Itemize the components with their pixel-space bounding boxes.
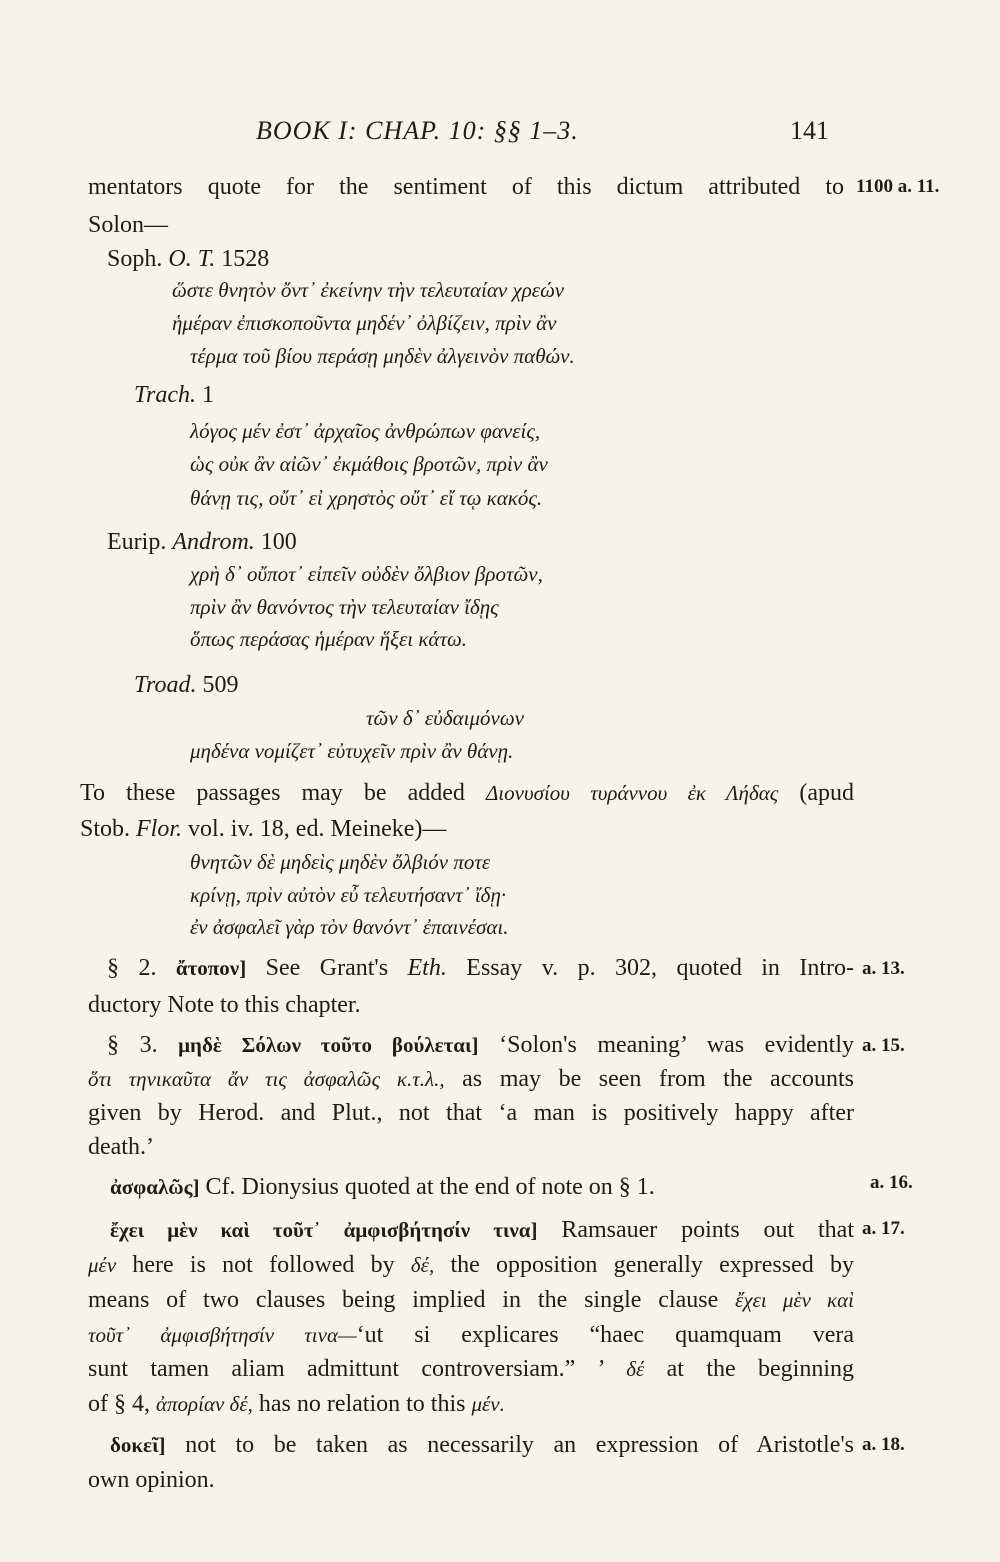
- dokei-line-1: δοκεῖ] not to be taken as necessarily an expression of Aristotle's: [110, 1432, 855, 1458]
- greek-verse: ἡμέραν ἐπισκοποῦντα μηδέν᾽ ὀλβίζειν, πρὶν ἂν: [172, 311, 557, 335]
- section-3-line-3: given by Herod. and Plut., not that ‘a man is positively happy after: [88, 1100, 854, 1126]
- greek-verse: ὡς οὐκ ἂν αἰῶν᾽ ἐκμάθοις βροτῶν, πρὶν ἂν: [190, 452, 548, 476]
- greek-verse: θάνῃ τις, οὔτ᾽ εἰ χρηστὸς οὔτ᾽ εἴ τῳ κακός.: [190, 486, 543, 510]
- greek-verse: χρὴ δ᾽ οὔποτ᾽ εἰπεῖν οὐδὲν ὄλβιον βροτῶν,: [190, 562, 543, 586]
- greek-verse: τῶν δ᾽ εὐδαιμόνων: [366, 706, 524, 730]
- echei-line-4: τοῦτ᾽ ἀμφισβήτησίν τινα—‘ut si explicares “haec quamquam vera: [88, 1322, 854, 1348]
- margin-ref-a18: a. 18.: [862, 1434, 905, 1455]
- echei-line-3: means of two clauses being implied in the single clause ἔχει μὲν καὶ: [88, 1287, 854, 1313]
- troad-reference: Troad. 509: [134, 672, 239, 698]
- greek-verse: τέρμα τοῦ βίου περάσῃ μηδὲν ἀλγεινὸν παθών.: [190, 344, 575, 368]
- section-2-line-2: ductory Note to this chapter.: [88, 992, 361, 1018]
- section-3-line-4: death.’: [88, 1134, 154, 1160]
- echei-line-6: of § 4, ἀπορίαν δέ, has no relation to this μέν.: [88, 1391, 505, 1417]
- dokei-line-2: own opinion.: [88, 1467, 215, 1493]
- section-2-line-1: § 2. ἄτοπον] See Grant's Eth. Essay v. p. 302, quoted in Intro-: [107, 955, 855, 981]
- margin-ref-a11: 1100 a. 11.: [856, 176, 940, 197]
- added-line-1: To these passages may be added Διονυσίου τυράννου ἐκ Λήδας (apud: [80, 780, 855, 806]
- trach-reference: Trach. 1: [134, 382, 215, 408]
- margin-ref-a16: a. 16.: [870, 1172, 913, 1193]
- greek-verse: ὥστε θνητὸν ὄντ᾽ ἐκείνην τὴν τελευταίαν χρεών: [172, 278, 565, 302]
- echei-line-5: sunt tamen aliam admittunt controversiam.” ’ δέ at the beginning: [88, 1356, 854, 1382]
- greek-verse: πρὶν ἂν θανόντος τὴν τελευταίαν ἴδῃς: [190, 595, 499, 619]
- section-3-line-1: § 3. μηδὲ Σόλων τοῦτο βούλεται] ‘Solon's meaning’ was evidently: [107, 1032, 854, 1058]
- echei-line-1: ἔχει μὲν καὶ τοῦτ᾽ ἀμφισβήτησίν τινα] Ramsauer points out that: [110, 1217, 855, 1243]
- greek-verse: θνητῶν δὲ μηδεὶς μηδὲν ὄλβιόν ποτε: [190, 850, 491, 874]
- opening-line-1: mentators quote for the sentiment of this dictum attributed to: [88, 174, 844, 200]
- section-3-line-2: ὅτι τηνικαῦτα ἄν τις ἀσφαλῶς κ.τ.λ., as may be seen from the accounts: [88, 1066, 855, 1092]
- margin-ref-a13: a. 13.: [862, 958, 905, 979]
- asphalos-note: ἀσφαλῶς] Cf. Dionysius quoted at the end of note on § 1.: [110, 1174, 655, 1200]
- page-number: 141: [790, 116, 829, 145]
- greek-verse: ἐν ἀσφαλεῖ γὰρ τὸν θανόντ᾽ ἐπαινέσαι.: [190, 915, 509, 939]
- added-line-2: Stob. Flor. vol. iv. 18, ed. Meineke)—: [80, 816, 447, 842]
- greek-verse: κρίνῃ, πρὶν αὐτὸν εὖ τελευτήσαντ᾽ ἴδῃ·: [190, 883, 507, 907]
- androm-reference: Eurip. Androm. 100: [107, 529, 297, 555]
- soph-reference: Soph. O. T. 1528: [107, 246, 270, 272]
- greek-verse: λόγος μέν ἐστ᾽ ἀρχαῖος ἀνθρώπων φανείς,: [190, 419, 541, 443]
- echei-line-2: μέν here is not followed by δέ, the opposition generally expressed by: [88, 1252, 855, 1278]
- greek-verse: μηδένα νομίζετ᾽ εὐτυχεῖν πρὶν ἂν θάνῃ.: [190, 739, 514, 763]
- margin-ref-a17: a. 17.: [862, 1218, 905, 1239]
- running-title: BOOK I: CHAP. 10: §§ 1–3.: [256, 116, 579, 145]
- opening-line-2: Solon—: [88, 212, 169, 238]
- margin-ref-a15: a. 15.: [862, 1035, 905, 1056]
- greek-verse: ὅπως περάσας ἡμέραν ἥξει κάτω.: [190, 627, 468, 651]
